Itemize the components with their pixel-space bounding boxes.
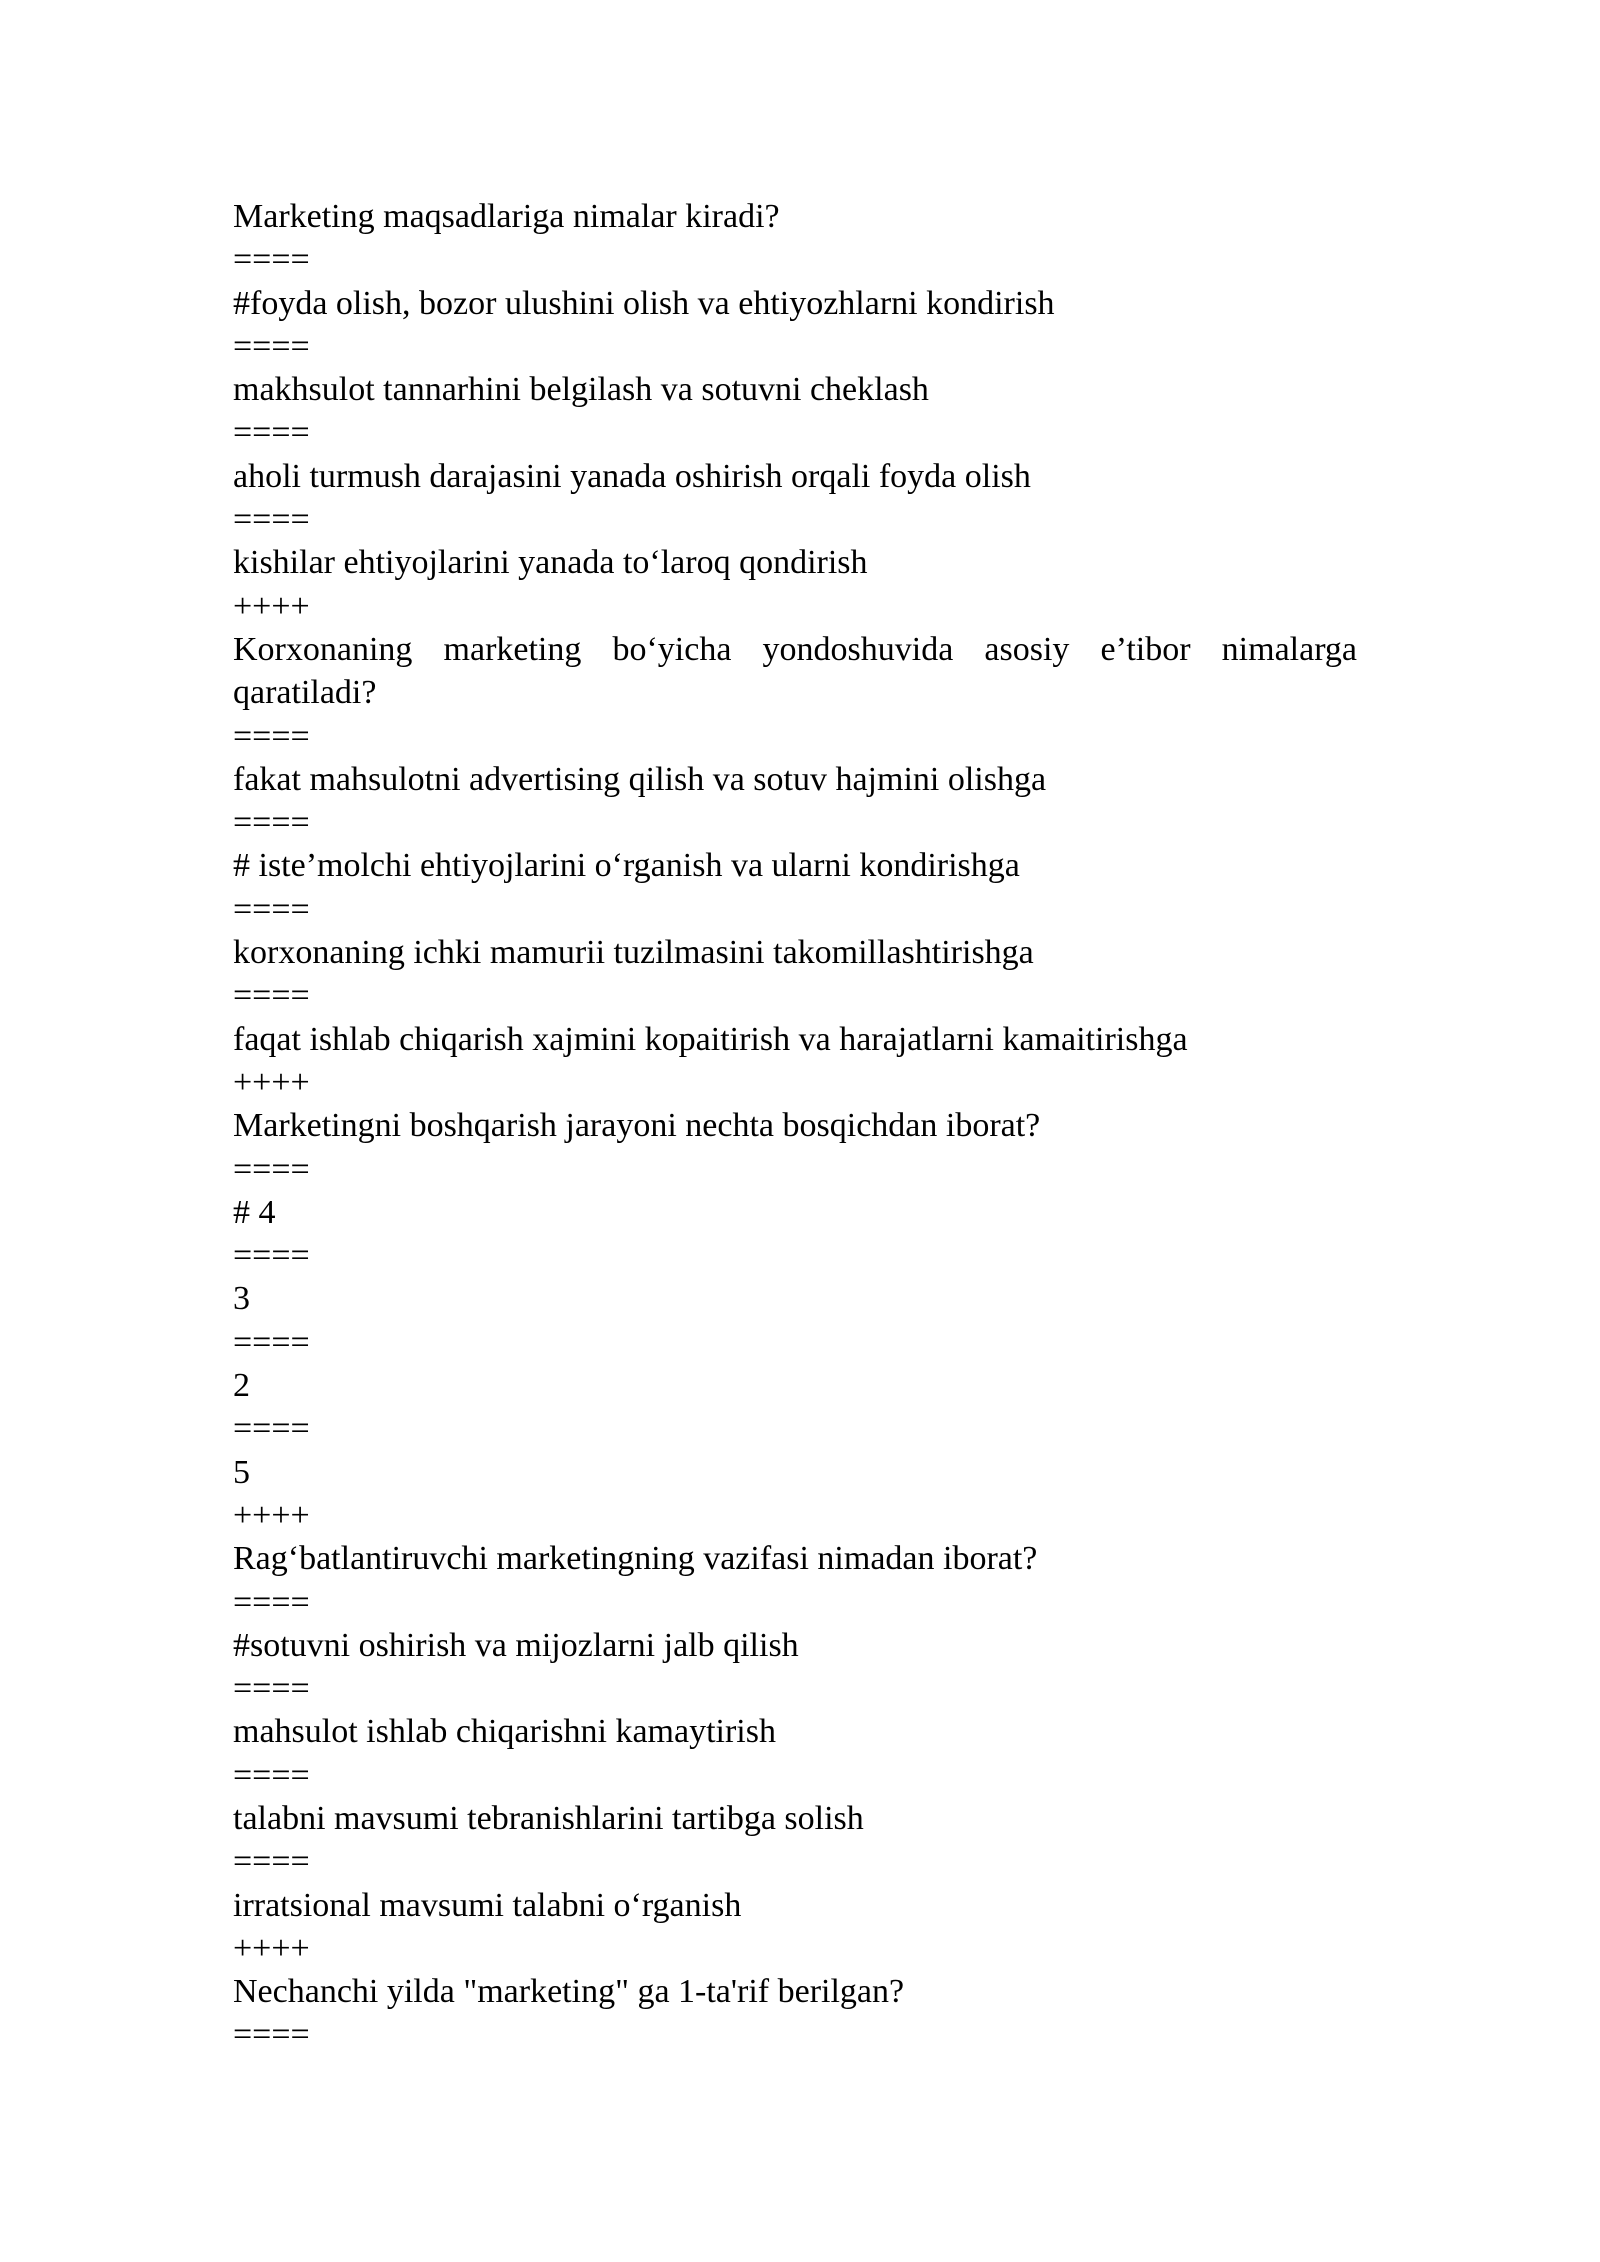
answer-line: mahsulot ishlab chiqarishni kamaytirish (233, 1713, 776, 1751)
question-line: Ragʻbatlantiruvchi marketingning vazifasi nimadan iborat? (233, 1540, 1038, 1578)
answer-line: 2 (233, 1367, 250, 1405)
question-separator-line: ++++ (233, 1929, 310, 1967)
correct-answer-line: #foyda olish, bozor ulushini olish va ehtiyozhlarni kondirish (233, 284, 1055, 322)
separator-line: ==== (233, 2016, 310, 2054)
question-separator-line: ++++ (233, 1063, 310, 1101)
separator-line: ==== (233, 1410, 310, 1448)
separator-line: ==== (233, 977, 310, 1015)
correct-answer-line: # 4 (233, 1193, 276, 1231)
correct-answer-line: #sotuvni oshirish va mijozlarni jalb qilish (233, 1626, 799, 1664)
separator-line: ==== (233, 1843, 310, 1881)
separator-line: ==== (233, 1583, 310, 1621)
question-line: Marketing maqsadlariga nimalar kiradi? (233, 198, 780, 235)
correct-answer-line: # iste’molchi ehtiyojlarini oʻrganish va ularni kondirishga (233, 847, 1020, 885)
question-line: Korxonaning marketing boʻyicha yondoshuvida asosiy e’tibor nimalarga (233, 630, 1357, 668)
separator-line: ==== (233, 1756, 310, 1794)
answer-line: talabni mavsumi tebranishlarini tartibga solish (233, 1799, 864, 1837)
separator-line: ==== (233, 1150, 310, 1188)
answer-line: faqat ishlab chiqarish xajmini kopaitirish va harajatlarni kamaitirishga (233, 1020, 1188, 1058)
answer-line: aholi turmush darajasini yanada oshirish orqali foyda olish (233, 457, 1031, 495)
answer-line: fakat mahsulotni advertising qilish va sotuv hajmini olishga (233, 760, 1047, 798)
question-continuation-line: qaratiladi? (233, 674, 377, 712)
question-line: Nechanchi yilda "marketing" ga 1-ta'rif berilgan? (233, 1973, 905, 2011)
answer-line: kishilar ehtiyojlarini yanada toʻlaroq qondirish (233, 544, 868, 582)
separator-line: ==== (233, 717, 310, 755)
answer-line: 3 (233, 1280, 250, 1318)
separator-line: ==== (233, 1670, 310, 1708)
separator-line: ==== (233, 890, 310, 928)
separator-line: ==== (233, 327, 310, 365)
separator-line: ==== (233, 804, 310, 842)
answer-line: irratsional mavsumi talabni oʻrganish (233, 1886, 742, 1924)
question-separator-line: ++++ (233, 1496, 310, 1534)
answer-line: 5 (233, 1453, 250, 1491)
separator-line: ==== (233, 501, 310, 539)
question-separator-line: ++++ (233, 587, 310, 625)
quiz-document (233, 195, 1357, 2057)
separator-line: ==== (233, 414, 310, 452)
question-line: Marketingni boshqarish jarayoni nechta bosqichdan iborat? (233, 1107, 1041, 1145)
answer-line: makhsulot tannarhini belgilash va sotuvni cheklash (233, 371, 929, 409)
separator-line: ==== (233, 1323, 310, 1361)
answer-line: korxonaning ichki mamurii tuzilmasini takomillashtirishga (233, 934, 1034, 972)
separator-line: ==== (233, 241, 310, 279)
separator-line: ==== (233, 1237, 310, 1275)
